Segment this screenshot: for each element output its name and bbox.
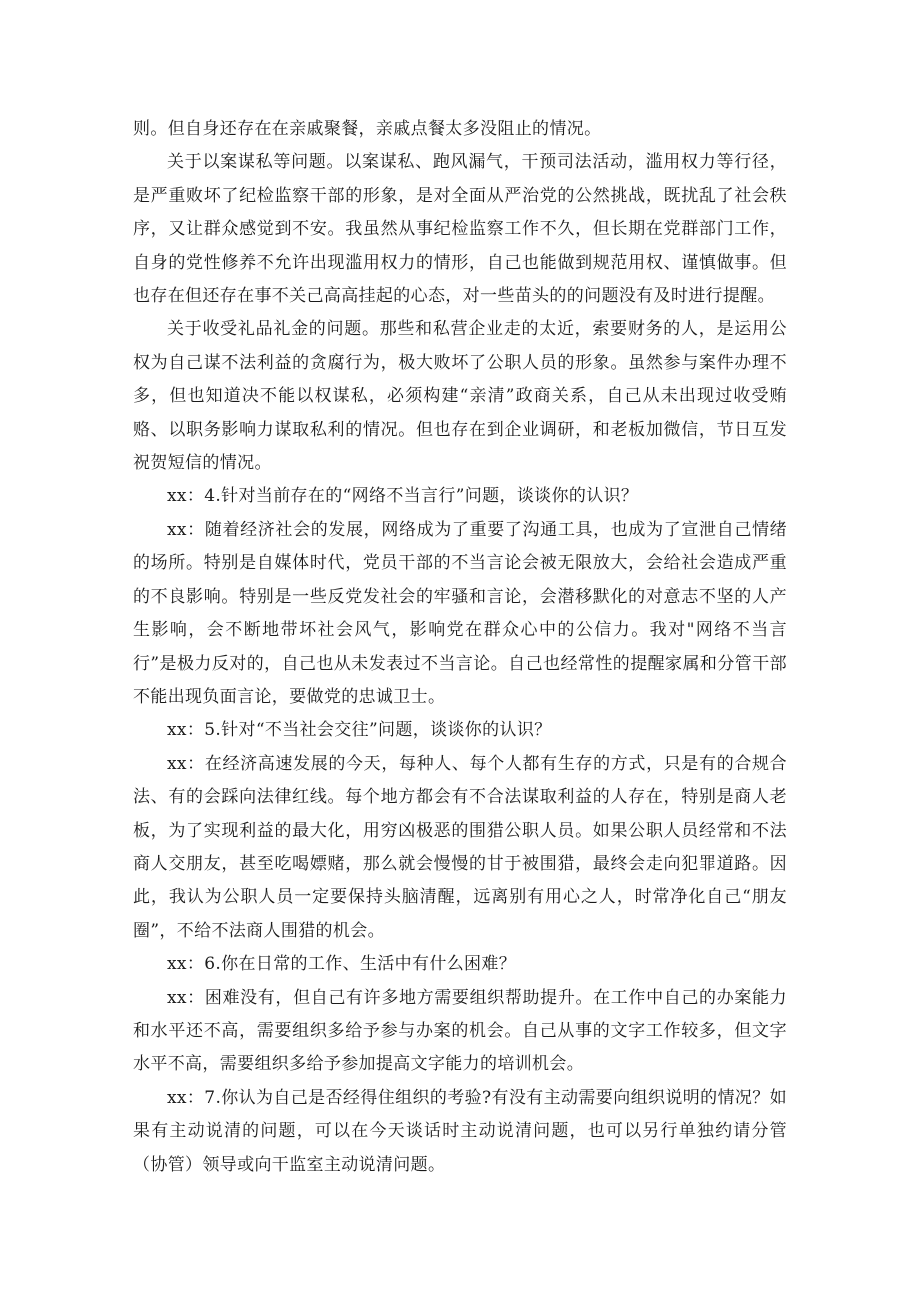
answer-4: xx：随着经济社会的发展，网络成为了重要了沟通工具，也成为了宣泄自己情绪的场所。特别是自媒体时代，党员干部的不当言论会被无限放大，会给社会造成严重的不良影响。特别是一些反党发社会的牢骚和言论，会潜移默化的对意志不坚的人产生影响，会不断地带坏社会风气，影响党在群众心中的公信力。我对"网络不当言行”是极力反对的，自己也从未发表过不当言论。自己也经常性的提醒家属和分管干部不能出现负面言论，要做党的忠诚卫士。: [133, 519, 787, 707]
paragraph-continuation: 则。但自身还存在在亲戚聚餐，亲戚点餐太多没阻止的情况。: [133, 119, 602, 139]
document-body: [133, 113, 787, 1182]
answer-5: xx：在经济高速发展的今天，每种人、每个人都有生存的方式，只是有的合规合法、有的会踩向法律红线。每个地方都会有不合法谋取利益的人存在，特别是商人老板，为了实现利益的最大化，用穷凶极恶的围猎公职人员。如果公职人员经常和不法商人交朋友，甚至吃喝嫖赌，那么就会慢慢的甘于被围猎，最终会走向犯罪道路。因此，我认为公职人员一定要保持头脑清醒，远离别有用心之人，时常净化自己“朋友圈”，不给不法商人围猎的机会。: [133, 753, 787, 941]
paragraph-case-abuse: 关于以案谋私等问题。以案谋私、跑风漏气，干预司法活动，滥用权力等行径，是严重败坏了纪检监察干部的形象，是对全面从严治党的公然挑战，既扰乱了社会秩序，又让群众感觉到不安。我虽然从事纪检监察工作不久，但长期在党群部门工作，自身的党性修养不允许出现滥用权力的情形，自己也能做到规范用权、谨慎做事。但也存在但还存在事不关己高高挂起的心态，对一些苗头的的问题没有及时进行提醒。: [133, 152, 787, 307]
question-4: xx：4.针对当前存在的“网络不当言行”问题，谈谈你的认识？: [167, 486, 639, 507]
paragraph-gifts: 关于收受礼品礼金的问题。那些和私营企业走的太近，索要财务的人，是运用公权为自己谋不法利益的贪腐行为，极大败坏了公职人员的形象。虽然参与案件办理不多，但也知道决不能以权谋私，必须构建“亲清”政商关系，自己从未出现过收受贿赂、以职务影响力谋取私利的情况。但也存在到企业调研，和老板加微信，节日互发祝贺短信的情况。: [133, 319, 787, 474]
question-7: xx：7.你认为自己是否经得住组织的考验?有没有主动需要向组织说明的情况？如果有主动说清的问题，可以在今天谈话时主动说清问题，也可以另行单独约请分管（协管）领导或向干监室主动说清问题。: [133, 1087, 787, 1175]
question-5: xx：5.针对“不当社会交往”问题，谈谈你的认识？: [167, 720, 552, 741]
question-6: xx：6.你在日常的工作、生活中有什么困难？: [167, 954, 517, 975]
answer-6: xx：困难没有，但自己有许多地方需要组织帮助提升。在工作中自己的办案能力和水平还不高，需要组织多给予参与办案的机会。自己从事的文字工作较多，但文字水平不高，需要组织多给予参加提高文字能力的培训机会。: [133, 987, 787, 1075]
